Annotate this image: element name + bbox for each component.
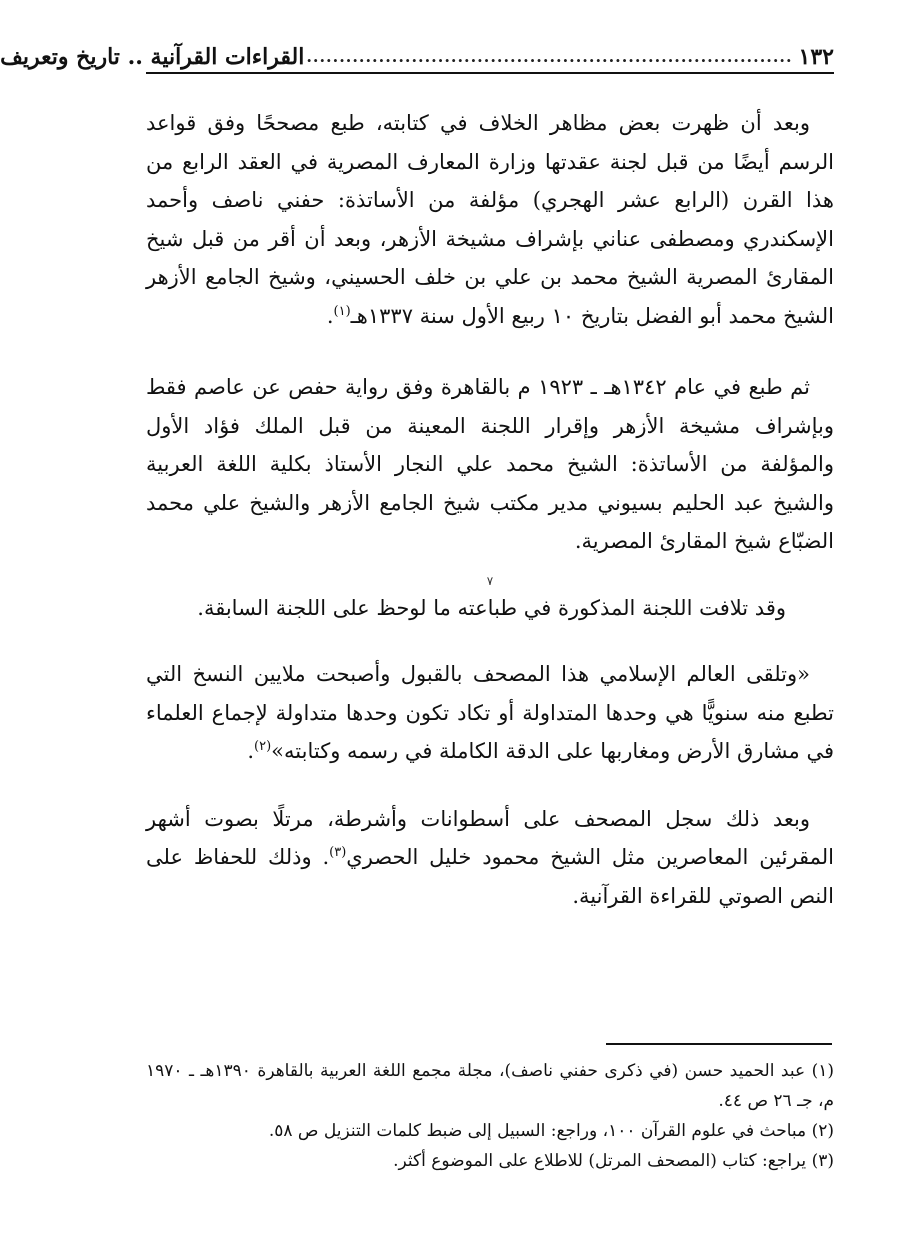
- footnote-ref-2: (٢): [254, 739, 272, 754]
- paragraph-4-quote: [146, 655, 834, 771]
- footnote-1-number: (١): [811, 1061, 835, 1081]
- paragraph-2: [146, 368, 834, 561]
- footnotes: [146, 1056, 834, 1176]
- paragraph-4-text: «وتلقى العالم الإسلامي هذا المصحف بالقبول وأصبحت ملايين النسخ التي تطبع منه سنويًّا هي وحدها المتداولة أو تكاد تكون وحدها متداولة لإجماع العلماء في مشارق الأرض ومغاربها على الدقة الكاملة في رسمه وكتابته»: [146, 662, 834, 763]
- footnote-3-number: (٣): [811, 1151, 834, 1171]
- running-title: القراءات القرآنية .. تاريخ وتعريف: [0, 44, 305, 70]
- paragraph-5-text-before: وبعد ذلك سجل المصحف على أسطوانات وأشرطة، مرتلًا بصوت أشهر المقرئين المعاصرين مثل الشيخ محمود خليل الحصري: [146, 806, 834, 869]
- header-leader-dots: ..........................................................................: [306, 47, 793, 66]
- paragraph-1-text: وبعد أن ظهرت بعض مظاهر الخلاف في كتابته، طبع مصححًا وفق قواعد الرسم أيضًا من قبل لجنة عقدتها وزارة المعارف المصرية في العقد الرابع من هذا القرن (الرابع عشر الهجري) مؤلفة من الأساتذة: حفني ناصف وأحمد الإسكندري ومصطفى عناني بإشراف مشيخة الأزهر، وبعد أن أقر من قبل شيخ المقارئ المصرية الشيخ محمد بن علي بن خلف الحسيني، وشيخ الجامع الأزهر الشيخ محمد أبو الفضل بتاريخ ١٠ ربيع الأول سنة ١٣٣٧هـ: [146, 111, 834, 328]
- running-header: [0, 34, 834, 70]
- footnote-1: [146, 1056, 834, 1116]
- paragraph-1-end: .: [326, 303, 334, 328]
- header-rule: [146, 72, 834, 74]
- footnote-2-text: مباحث في علوم القرآن ١٠٠، وراجع: السبيل إلى ضبط كلمات التنزيل ص ٥٨.: [268, 1121, 807, 1141]
- paragraph-5-text-after: . وذلك للحفاظ على النص الصوتي للقراءة القرآنية.: [146, 845, 834, 908]
- footnote-3-text: يراجع: كتاب (المصحف المرتل) للاطلاع على الموضوع أكثر.: [393, 1151, 807, 1171]
- paragraph-1: [146, 104, 834, 335]
- footnote-ref-3: (٣): [329, 845, 347, 860]
- paragraph-4-end: .: [247, 739, 255, 763]
- footnote-3: [146, 1146, 834, 1176]
- paragraph-2-text: ثم طبع في عام ١٣٤٢هـ ـ ١٩٢٣ م بالقاهرة وفق رواية حفص عن عاصم فقط وبإشراف مشيخة الأزهر وإقرار اللجنة المعينة من قبل الملك فؤاد الأول والمؤلفة من الأساتذة: الشيخ محمد علي النجار الأستاذ بكلية اللغة العربية والشيخ عبد الحليم بسيوني مدير مكتب شيخ الجامع الأزهر والشيخ علي محمد الضبّاع شيخ المقارئ المصرية.: [146, 375, 834, 553]
- margin-mark: ٧: [486, 573, 494, 588]
- page-number: ١٣٢: [798, 44, 834, 70]
- paragraph-3: [146, 589, 834, 628]
- main-text: [146, 104, 834, 915]
- footnote-ref-1: (١): [333, 303, 351, 319]
- paragraph-3-text: وقد تلافت اللجنة المذكورة في طباعته ما لوحظ على اللجنة السابقة.: [197, 595, 786, 620]
- footnote-1-text: عبد الحميد حسن (في ذكرى حفني ناصف)، مجلة مجمع اللغة العربية بالقاهرة ١٣٩٠هـ ـ ١٩٧٠ م، جـ ٢٦ ص ٤٤.: [146, 1061, 834, 1111]
- paragraph-5: [146, 800, 834, 916]
- footnote-separator: [606, 1043, 832, 1045]
- footnote-2-number: (٢): [811, 1121, 834, 1141]
- footnote-2: [146, 1116, 834, 1146]
